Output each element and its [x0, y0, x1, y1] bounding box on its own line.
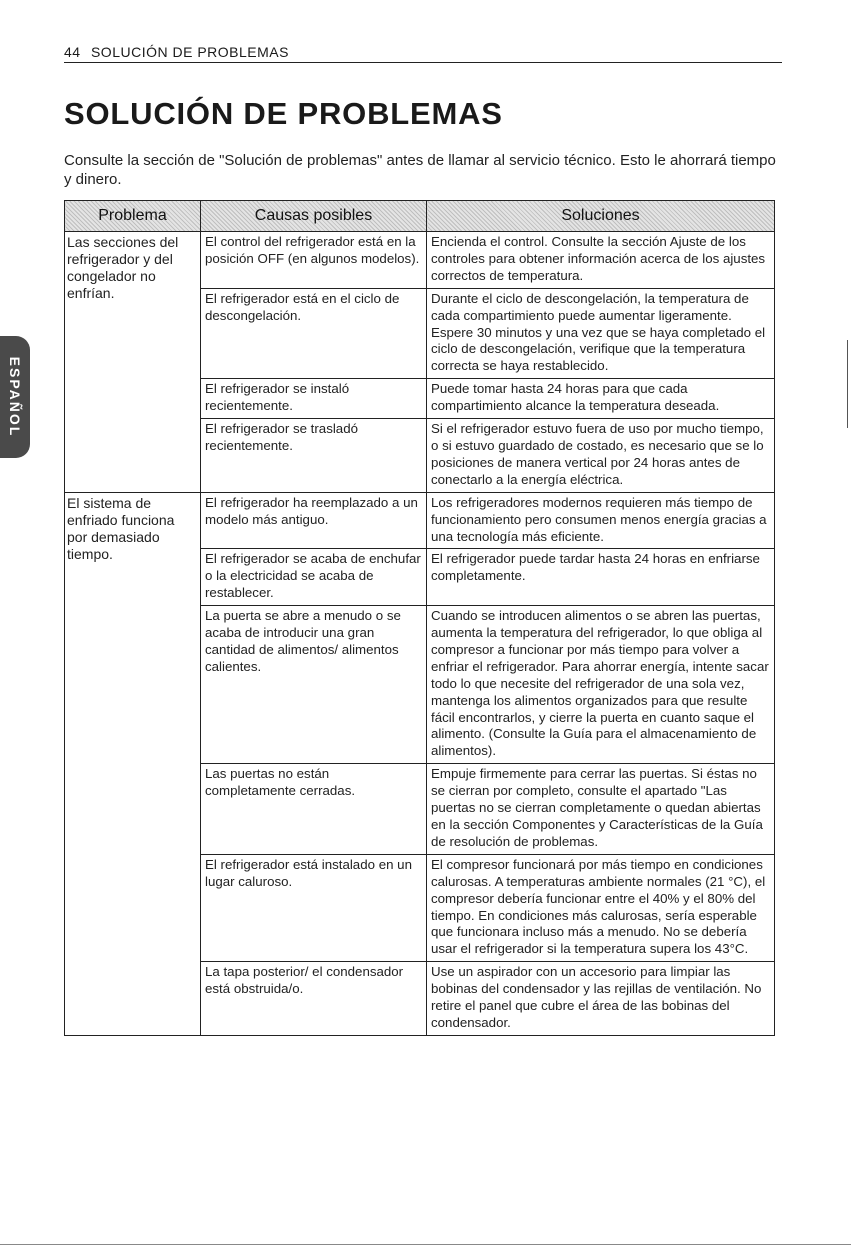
cause-cell: El control del refrigerador está en la posición OFF (en algunos modelos). — [201, 232, 427, 289]
intro-paragraph: Consulte la sección de "Solución de problemas" antes de llamar al servicio técnico. Esto le ahorrará tiempo y dinero. — [64, 152, 776, 188]
solution-cell: Cuando se introducen alimentos o se abren las puertas, aumenta la temperatura del refrigerador, lo que obliga al compresor a funcionar por más tiempo para volver a enfriar el refrigerador. Para ahorrar energía, intente sacar todo lo que necesite del refrigerador de una sola vez, mantenga los alimentos organizados para que resulte fácil encontrarlos, y cierre la puerta en cuanto saque el alimento. (Consulte la Guía para el almacenamiento de alimentos). — [427, 606, 775, 764]
language-side-tab-label: ESPAÑOL — [7, 356, 23, 438]
page-number: 44 — [64, 44, 81, 60]
problem-cell: El sistema de enfriado funciona por demasiado tiempo. — [65, 492, 201, 1035]
solution-cell: Encienda el control. Consulte la sección Ajuste de los controles para obtener información acerca de los ajustes correctos de temperatura. — [427, 232, 775, 289]
header-solutions: Soluciones — [427, 201, 775, 232]
table-row — [65, 492, 775, 549]
running-header — [64, 44, 782, 63]
edge-mark — [847, 340, 848, 428]
solution-cell: Use un aspirador con un accesorio para limpiar las bobinas del condensador y las rejillas de ventilación. No retire el panel que cubre el área de las bobinas del condensador. — [427, 962, 775, 1036]
cause-cell: El refrigerador está en el ciclo de descongelación. — [201, 288, 427, 379]
cause-cell: La tapa posterior/ el condensador está obstruida/o. — [201, 962, 427, 1036]
header-causes: Causas posibles — [201, 201, 427, 232]
table-row — [65, 232, 775, 289]
cause-cell: El refrigerador está instalado en un lugar caluroso. — [201, 854, 427, 961]
page-title: SOLUCIÓN DE PROBLEMAS — [64, 96, 503, 131]
solution-cell: Puede tomar hasta 24 horas para que cada compartimiento alcance la temperatura deseada. — [427, 379, 775, 419]
running-header-title: SOLUCIÓN DE PROBLEMAS — [90, 44, 289, 60]
solution-cell: El refrigerador puede tardar hasta 24 horas en enfriarse completamente. — [427, 549, 775, 606]
solution-cell: El compresor funcionará por más tiempo en condiciones calurosas. A temperaturas ambiente normales (21 °C), el compresor debería funcionar entre el 40% y el 80% del tiempo. En condiciones más calurosas, sería esperable que funcionara incluso más a menudo. No se debería usar el refrigerador si la temperatura supera los 43°C. — [427, 854, 775, 961]
solution-cell: Los refrigeradores modernos requieren más tiempo de funcionamiento pero consumen menos energía gracias a una tecnología más eficiente. — [427, 492, 775, 549]
language-side-tab — [0, 336, 30, 458]
cause-cell: La puerta se abre a menudo o se acaba de introducir una gran cantidad de alimentos/ alimentos calientes. — [201, 606, 427, 764]
cause-cell: El refrigerador se instaló recientemente. — [201, 379, 427, 419]
troubleshooting-table-wrapper — [64, 200, 774, 1036]
solution-cell: Empuje firmemente para cerrar las puertas. Si éstas no se cierran por completo, consulte el apartado "Las puertas no se cierran completamente o quedan abiertas en la sección Componentes y Características de la Guía de resolución de problemas. — [427, 764, 775, 855]
solution-cell: Si el refrigerador estuvo fuera de uso por mucho tiempo, o si estuvo guardado de costado, es necesario que se lo posiciones de manera vertical por 24 horas antes de conectarlo a la energía eléctrica. — [427, 419, 775, 493]
troubleshooting-table — [64, 200, 775, 1036]
problem-cell: Las secciones del refrigerador y del congelador no enfrían. — [65, 232, 201, 493]
cause-cell: El refrigerador se trasladó recientemente. — [201, 419, 427, 493]
cause-cell: Las puertas no están completamente cerradas. — [201, 764, 427, 855]
cause-cell: El refrigerador se acaba de enchufar o la electricidad se acaba de restablecer. — [201, 549, 427, 606]
solution-cell: Durante el ciclo de descongelación, la temperatura de cada compartimiento puede aumentar ligeramente. Espere 30 minutos y una vez que se haya completado el ciclo de descongelación, verifique que la temperatura correcta se haya restablecido. — [427, 288, 775, 379]
bottom-rule — [0, 1244, 851, 1245]
cause-cell: El refrigerador ha reemplazado a un modelo más antiguo. — [201, 492, 427, 549]
table-header-row — [65, 201, 775, 232]
header-problem: Problema — [65, 201, 201, 232]
